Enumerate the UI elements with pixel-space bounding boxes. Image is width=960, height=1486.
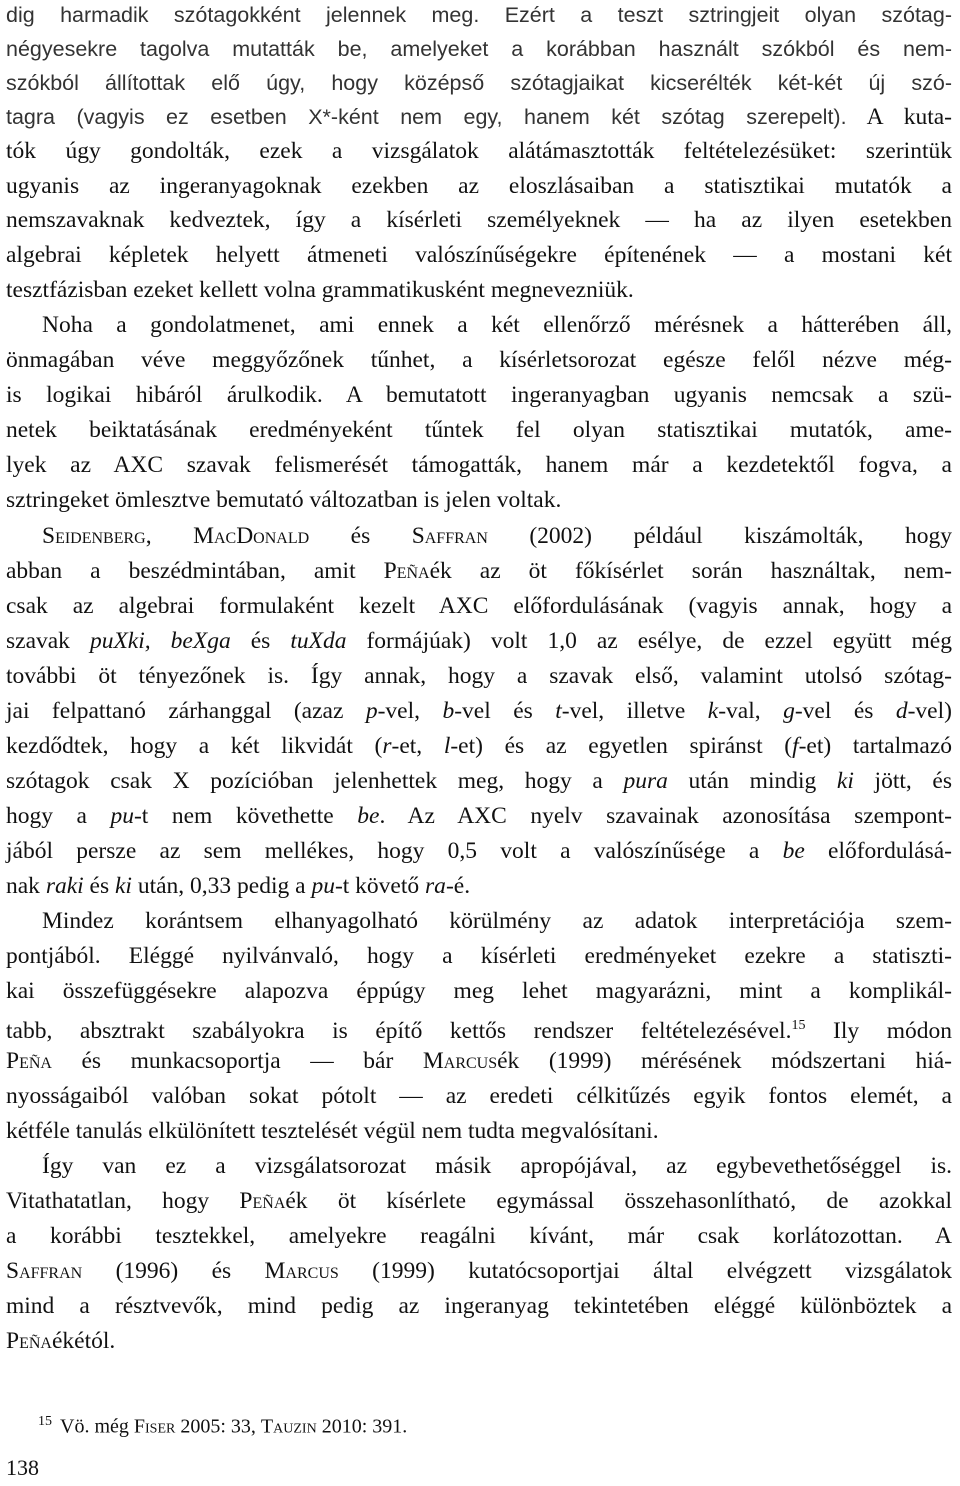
author-name: Marcus — [264, 1258, 339, 1284]
text-line: önmagában véve meggyőzőnek tűnhet, a kísérletsorozat egésze felől nézve még- — [6, 347, 952, 373]
author-name: Seidenberg — [42, 523, 146, 549]
text-line: algebrai képletek helyett átmeneti valószínűségekre építenének — a mostani két — [6, 242, 952, 268]
text-line: szótagok csak X pozícióban jelenhettek meg, hogy a pura után mindig ki jött, és — [6, 768, 952, 794]
text-line: a korábbi tesztekkel, amelyekre reagálni kívánt, már csak korlátozottan. A — [6, 1223, 952, 1249]
text-line: hogy a pu-t nem követhette be. Az AXC nyelv szavainak azonosítása szempont- — [6, 803, 952, 829]
text-line: pontjából. Eléggé nyilvánvaló, hogy a kísérleti eredményeket ezekre a statiszti- — [6, 943, 952, 969]
author-name: Saffran — [6, 1258, 83, 1284]
author-name: Peña — [6, 1048, 52, 1074]
text-line: nyosságaiból valóban sokat pótolt — az eredeti célkitűzés egyik fontos elemét, a — [6, 1083, 952, 1109]
text-line: Vitathatatlan, hogy Peñaék öt kísérlete egymással összehasonlítható, de azokkal — [6, 1188, 952, 1214]
text-line: tók úgy gondolták, ezek a vizsgálatok alátámasztották feltételezésüket: szerintük — [6, 138, 952, 164]
text-line: kétféle tanulás elkülönített tesztelését végül nem tudta megvalósítani. — [6, 1118, 659, 1144]
footnote: $^{15}$ Vö. még Fiser 2005: 33, Tauzin 2010: 391. — [38, 1414, 408, 1438]
text-line: Peñaékétól. — [6, 1328, 116, 1354]
author-name: Peña — [239, 1188, 286, 1214]
text-line: kai összefüggésekre alapozva éppúgy meg lehet magyarázni, mint a komplikál- — [6, 978, 952, 1004]
text-line: is logikai hibáról árulkodik. A bemutatott ingeranyagban ugyanis nemcsak a szü- — [6, 382, 952, 408]
text-line: Így van ez a vizsgálatsorozat másik apropójával, az egybevethetőséggel is. — [42, 1153, 952, 1179]
text-span: tagra (vagyis ez esetben X*-ként nem egy, hanem két szótag szerepelt). — [6, 105, 847, 129]
text-line: ugyanis az ingeranyagoknak ezekben az eloszlásaiban a statisztikai mutatók a — [6, 173, 952, 199]
text-line: nak raki és ki után, 0,33 pedig a pu-t követő ra-é. — [6, 873, 471, 899]
text-line: Mindez korántsem elhanyagolható körülmény az adatok interpretációja szem- — [42, 908, 952, 934]
text-line: jából persze az sem mellékes, hogy 0,5 volt a valószínűsége a be előfordulásá- — [6, 838, 952, 864]
text-line: sztringeket ömlesztve bemutató változatban is jelen voltak. — [6, 487, 562, 513]
author-name: Peña — [6, 1328, 52, 1354]
author-name: Fiser — [133, 1415, 176, 1438]
text-line: csak az algebrai formulaként kezelt AXC előfordulásának (vagyis annak, hogy a — [6, 593, 952, 619]
text-line: kezdődtek, hogy a két likvidát (r-et, l-et) és az egyetlen spiránst (f-et) tartalmazó — [6, 733, 952, 759]
text-line: tabb, absztrakt szabályokra is építő kettős rendszer feltételezésével.$^{15}$ Ily módon — [6, 1017, 952, 1044]
text-line: Noha a gondolatmenet, ami ennek a két ellenőrző mérésnek a hátterében áll, — [42, 312, 952, 338]
author-name: Peña — [383, 558, 430, 584]
text-line: mind a résztvevők, mind pedig az ingeranyag tekintetében eléggé különböztek a — [6, 1293, 952, 1319]
author-name: Saffran — [411, 523, 488, 549]
text-line: további öt tényezőnek is. Így annak, hogy a szavak első, valamint utolsó szótag- — [6, 663, 952, 689]
footnote-number: 15 — [38, 1414, 52, 1429]
text-line: tesztfázisban ezeket kellett volna grammatikusként megnevezniük. — [6, 277, 634, 303]
text-line: dig harmadik szótagokként jelennek meg. Ezért a teszt sztringjeit olyan szótag- — [6, 3, 952, 27]
text-line: szavak puXki, beXga és tuXda formájúak) volt 1,0 az esélye, de ezzel együtt még — [6, 628, 952, 654]
page-number: 138 — [6, 1455, 39, 1480]
text-line: szókból állítottak elő úgy, hogy középső szótagjaikat kicserélték két-két új szó- — [6, 71, 952, 95]
footnote-ref[interactable]: 15 — [791, 1018, 806, 1033]
text-line: lyek az AXC szavak felismerését támogatták, hanem már a kezdetektől fogva, a — [6, 452, 952, 478]
text-line: nemszavaknak kedveztek, így a kísérleti személyeknek — ha az ilyen esetekben — [6, 207, 952, 233]
author-name: MacDonald — [193, 523, 310, 549]
author-name: Marcus — [422, 1048, 498, 1074]
text-line: Saffran (1996) és Marcus (1999) kutatócsoportjai által elvégzett vizsgálatok — [6, 1258, 952, 1284]
text-line: Seidenberg, MacDonald és Saffran (2002) például kiszámolták, hogy — [42, 523, 953, 549]
text-line: jai felpattanó zárhanggal (azaz p-vel, b-vel és t-vel, illetve k-val, g-vel és d-vel) — [6, 698, 952, 724]
author-name: Tauzin — [260, 1415, 317, 1438]
text-line: négyesekre tagolva mutatták be, amelyeket a korábban használt szókból és nem- — [6, 37, 952, 61]
text-line: Peña és munkacsoportja — bár Marcusék (1999) mérésének módszertani hiá- — [6, 1048, 952, 1074]
text-line: abban a beszédmintában, amit Peñaék az öt főkísérlet során használtak, nem- — [6, 558, 952, 584]
text-line: tagra (vagyis ez esetben X*-ként nem egy, hanem két szótag szerepelt). A kuta- — [6, 104, 952, 130]
text-line: netek beiktatásának eredményeként tűntek fel olyan statisztikai mutatók, ame- — [6, 417, 952, 443]
